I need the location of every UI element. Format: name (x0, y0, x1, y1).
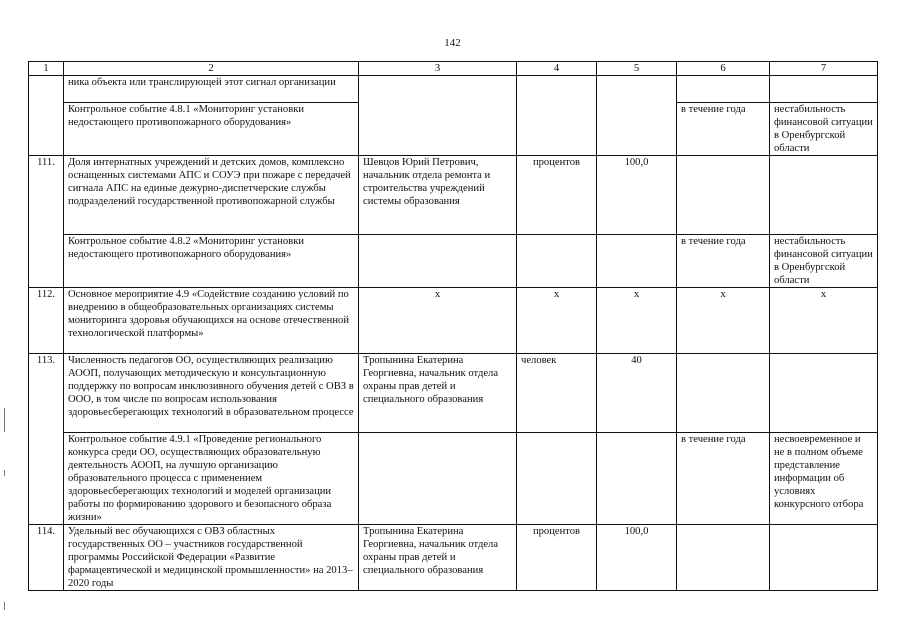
row-number: 114. (29, 525, 64, 591)
risk-cell (770, 354, 878, 433)
risk-cell: нестабильность финансовой ситуации в Оренбургской области (770, 103, 878, 156)
indicator-text: Удельный вес обучающихся с ОВЗ областных государственных ОО – участников государственной программы Российской Федерации «Развитие фармацевтической и медицинской промышленности» на 2013–2020 годы (64, 525, 359, 591)
period-cell: в течение года (677, 103, 770, 156)
value-cell (597, 76, 677, 156)
control-event-text: Контрольное событие 4.8.1 «Мониторинг установки недостающего противопожарного оборудования» (64, 103, 359, 156)
scan-artifact (4, 470, 5, 476)
row-number (29, 76, 64, 156)
column-header: 5 (597, 62, 677, 76)
table-row (29, 156, 878, 235)
table-row (29, 525, 878, 591)
unit-cell (517, 76, 597, 156)
column-header: 3 (359, 62, 517, 76)
table-row (29, 433, 878, 525)
executor-cell (359, 433, 517, 525)
scan-artifact (4, 408, 5, 432)
unit-cell: человек (517, 354, 597, 433)
column-header: 4 (517, 62, 597, 76)
period-cell: в течение года (677, 433, 770, 525)
column-number-row (29, 62, 878, 76)
unit-cell: процентов (517, 525, 597, 591)
row-number: 111. (29, 156, 64, 288)
executor-cell: Шевцов Юрий Петрович, начальник отдела ремонта и строительства учреждений системы образования (359, 156, 517, 235)
value-cell: x (597, 288, 677, 354)
executor-cell (359, 76, 517, 156)
period-cell (677, 76, 770, 103)
table-row (29, 235, 878, 288)
period-cell: в течение года (677, 235, 770, 288)
main-activity-text: Основное мероприятие 4.9 «Содействие созданию условий по внедрению в общеобразовательных организациях системы мониторинга здоровья обучающихся на основе отечественной технологической платформы» (64, 288, 359, 354)
row-number: 113. (29, 354, 64, 525)
unit-cell (517, 235, 597, 288)
indicator-text: Численность педагогов ОО, осуществляющих реализацию АООП, получающих методическую и консультационную поддержку по вопросам инклюзивного обучения детей с ОВЗ в ООО, в том числе по вопросам использования здоровьесберегающих технологий в образовательном процессе (64, 354, 359, 433)
executor-cell: x (359, 288, 517, 354)
value-cell: 40 (597, 354, 677, 433)
column-header: 7 (770, 62, 878, 76)
page-number: 142 (444, 37, 461, 49)
column-header: 1 (29, 62, 64, 76)
unit-cell (517, 433, 597, 525)
executor-cell (359, 235, 517, 288)
risk-cell: нестабильность финансовой ситуации в Оренбургской области (770, 235, 878, 288)
risk-cell (770, 76, 878, 103)
indicator-text: Доля интернатных учреждений и детских домов, комплексно оснащенных системами АПС и СОУЭ при пожаре с передачей сигнала АПС на единые дежурно-диспетчерские службы подразделений государственной противопожарной службы (64, 156, 359, 235)
control-event-text: Контрольное событие 4.8.2 «Мониторинг установки недостающего противопожарного оборудования» (64, 235, 359, 288)
executor-cell: Тропынина Екатерина Георгиевна, начальник отдела охраны прав детей и специального образования (359, 525, 517, 591)
period-cell (677, 525, 770, 591)
unit-cell: x (517, 288, 597, 354)
value-cell (597, 433, 677, 525)
value-cell: 100,0 (597, 525, 677, 591)
table-row (29, 76, 878, 103)
table-row (29, 354, 878, 433)
control-event-text: Контрольное событие 4.9.1 «Проведение регионального конкурса среди ОО, осуществляющих образовательную деятельность АООП, на лучшую организацию образовательного процесса с применением здоровьесберегающих технологий и моделей организации работы по формированию здорового и безопасного образа жизни» (64, 433, 359, 525)
risk-cell: несвоевременное и не в полном объеме представление информации об условиях конкурсного отбора (770, 433, 878, 525)
value-cell: 100,0 (597, 156, 677, 235)
row-number: 112. (29, 288, 64, 354)
period-cell (677, 354, 770, 433)
column-header: 2 (64, 62, 359, 76)
risk-cell (770, 525, 878, 591)
executor-cell: Тропынина Екатерина Георгиевна, начальник отдела охраны прав детей и специального образования (359, 354, 517, 433)
value-cell (597, 235, 677, 288)
column-header: 6 (677, 62, 770, 76)
indicator-text: ника объекта или транслирующей этот сигнал организации (64, 76, 359, 103)
period-cell (677, 156, 770, 235)
program-table (28, 61, 878, 591)
unit-cell: процентов (517, 156, 597, 235)
table-row (29, 288, 878, 354)
risk-cell: x (770, 288, 878, 354)
period-cell: x (677, 288, 770, 354)
scan-artifact (4, 602, 5, 610)
risk-cell (770, 156, 878, 235)
